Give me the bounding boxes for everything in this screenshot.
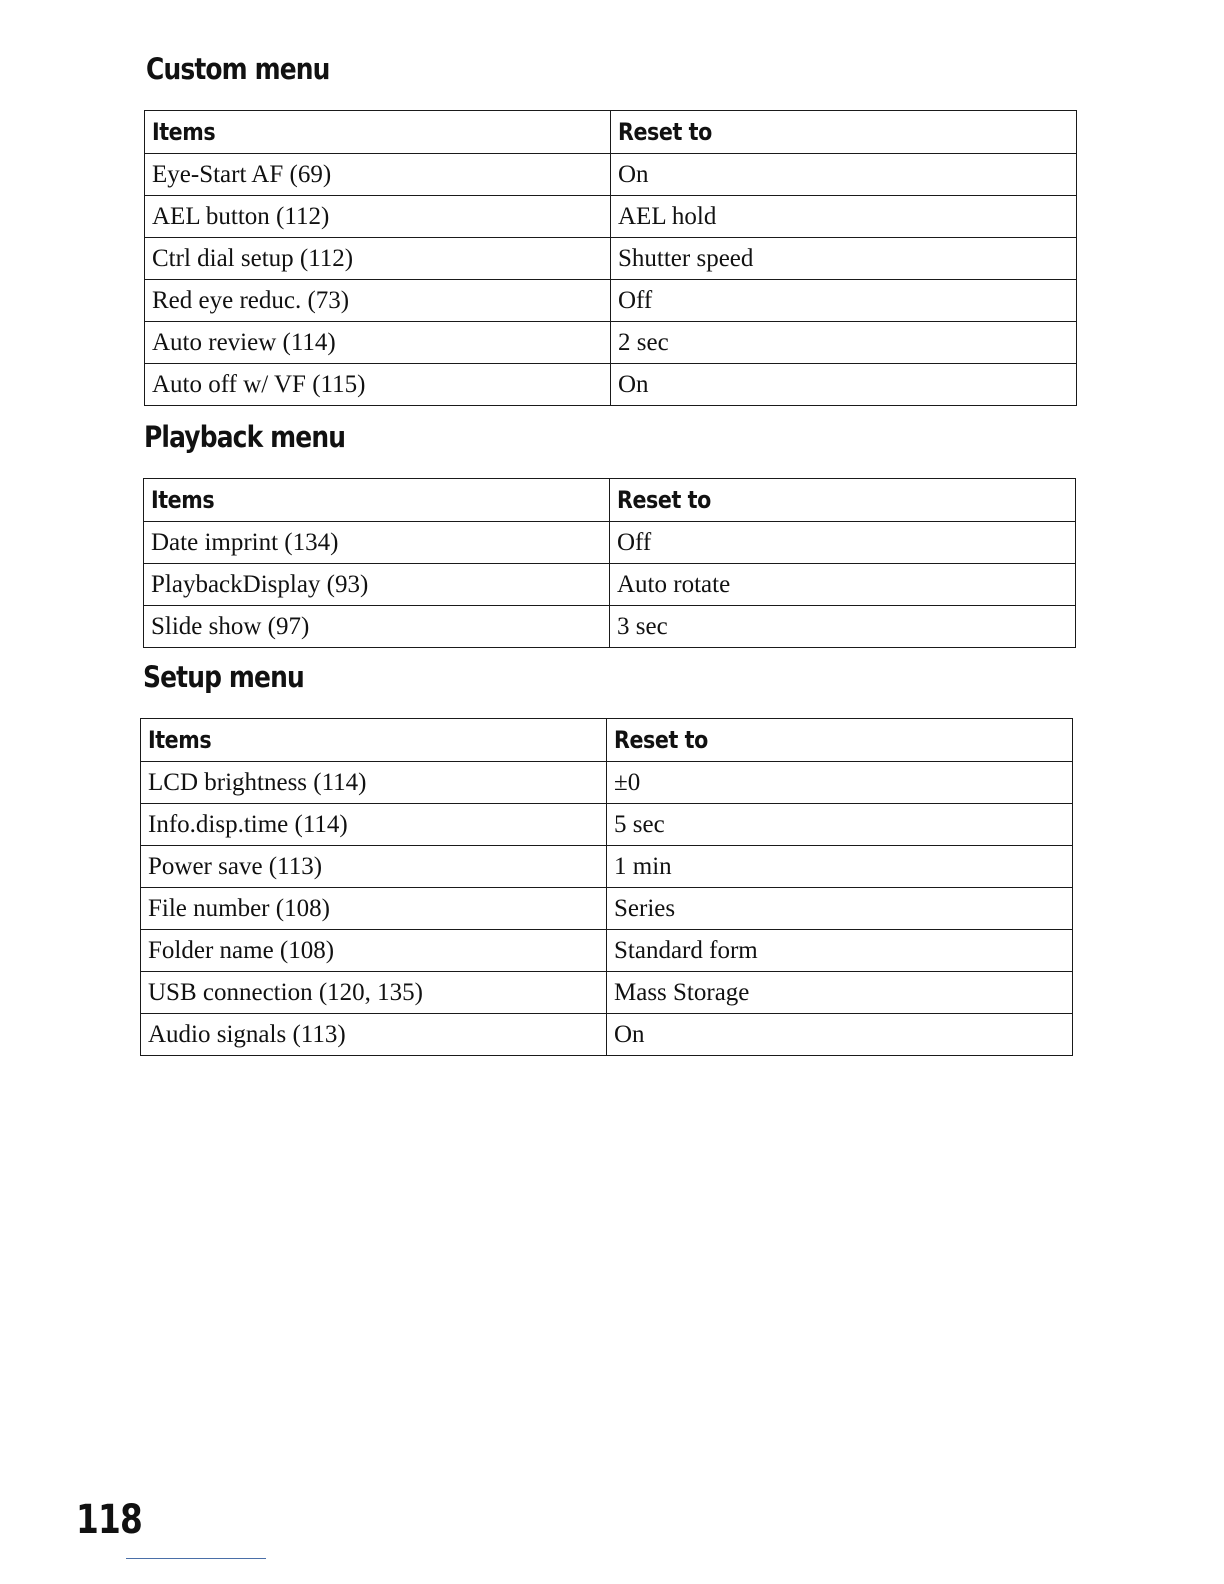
table-row: [145, 364, 1077, 406]
item-cell: Info.disp.time (114): [141, 804, 607, 846]
table-row: [145, 196, 1077, 238]
table-header-row: [144, 479, 1076, 522]
item-cell: File number (108): [141, 888, 607, 930]
item-cell: Date imprint (134): [144, 522, 610, 564]
table-row: [141, 762, 1073, 804]
item-cell: USB connection (120, 135): [141, 972, 607, 1014]
playback-menu-table: [143, 478, 1076, 648]
table-row: [141, 930, 1073, 972]
table-header-row: [141, 719, 1073, 762]
table-row: [145, 280, 1077, 322]
reset-value-cell: Shutter speed: [611, 238, 1077, 280]
reset-value-cell: Mass Storage: [607, 972, 1073, 1014]
reset-value-cell: 5 sec: [607, 804, 1073, 846]
setup-menu-table: [140, 718, 1073, 1056]
table-row: [141, 804, 1073, 846]
table-row: [145, 238, 1077, 280]
table-row: [141, 888, 1073, 930]
table-row: [144, 606, 1076, 648]
reset-value-cell: Off: [611, 280, 1077, 322]
table-row: [144, 564, 1076, 606]
column-header-items: Items: [144, 479, 610, 522]
column-header-items: Items: [145, 111, 611, 154]
column-header-items: Items: [141, 719, 607, 762]
item-cell: Eye-Start AF (69): [145, 154, 611, 196]
item-cell: PlaybackDisplay (93): [144, 564, 610, 606]
item-cell: Audio signals (113): [141, 1014, 607, 1056]
footer-divider: [126, 1558, 266, 1559]
reset-value-cell: ±0: [607, 762, 1073, 804]
reset-value-cell: On: [611, 154, 1077, 196]
item-cell: LCD brightness (114): [141, 762, 607, 804]
column-header-reset-to: Reset to: [607, 719, 1073, 762]
reset-value-cell: On: [607, 1014, 1073, 1056]
reset-value-cell: AEL hold: [611, 196, 1077, 238]
custom-menu-table: [144, 110, 1077, 406]
reset-value-cell: 2 sec: [611, 322, 1077, 364]
table-header-row: [145, 111, 1077, 154]
item-cell: Auto off w/ VF (115): [145, 364, 611, 406]
table-row: [141, 972, 1073, 1014]
table-row: [145, 154, 1077, 196]
reset-value-cell: Off: [610, 522, 1076, 564]
reset-value-cell: Series: [607, 888, 1073, 930]
table-row: [141, 846, 1073, 888]
table-row: [144, 522, 1076, 564]
item-cell: Folder name (108): [141, 930, 607, 972]
reset-value-cell: On: [611, 364, 1077, 406]
page-number: 118: [76, 1497, 143, 1543]
column-header-reset-to: Reset to: [611, 111, 1077, 154]
item-cell: Slide show (97): [144, 606, 610, 648]
reset-value-cell: Auto rotate: [610, 564, 1076, 606]
table-row: [141, 1014, 1073, 1056]
playback-menu-title: Playback menu: [144, 420, 346, 454]
table-row: [145, 322, 1077, 364]
item-cell: AEL button (112): [145, 196, 611, 238]
custom-menu-title: Custom menu: [146, 52, 330, 86]
item-cell: Auto review (114): [145, 322, 611, 364]
item-cell: Ctrl dial setup (112): [145, 238, 611, 280]
reset-value-cell: 3 sec: [610, 606, 1076, 648]
setup-menu-title: Setup menu: [143, 660, 304, 694]
reset-value-cell: 1 min: [607, 846, 1073, 888]
item-cell: Red eye reduc. (73): [145, 280, 611, 322]
reset-value-cell: Standard form: [607, 930, 1073, 972]
column-header-reset-to: Reset to: [610, 479, 1076, 522]
item-cell: Power save (113): [141, 846, 607, 888]
